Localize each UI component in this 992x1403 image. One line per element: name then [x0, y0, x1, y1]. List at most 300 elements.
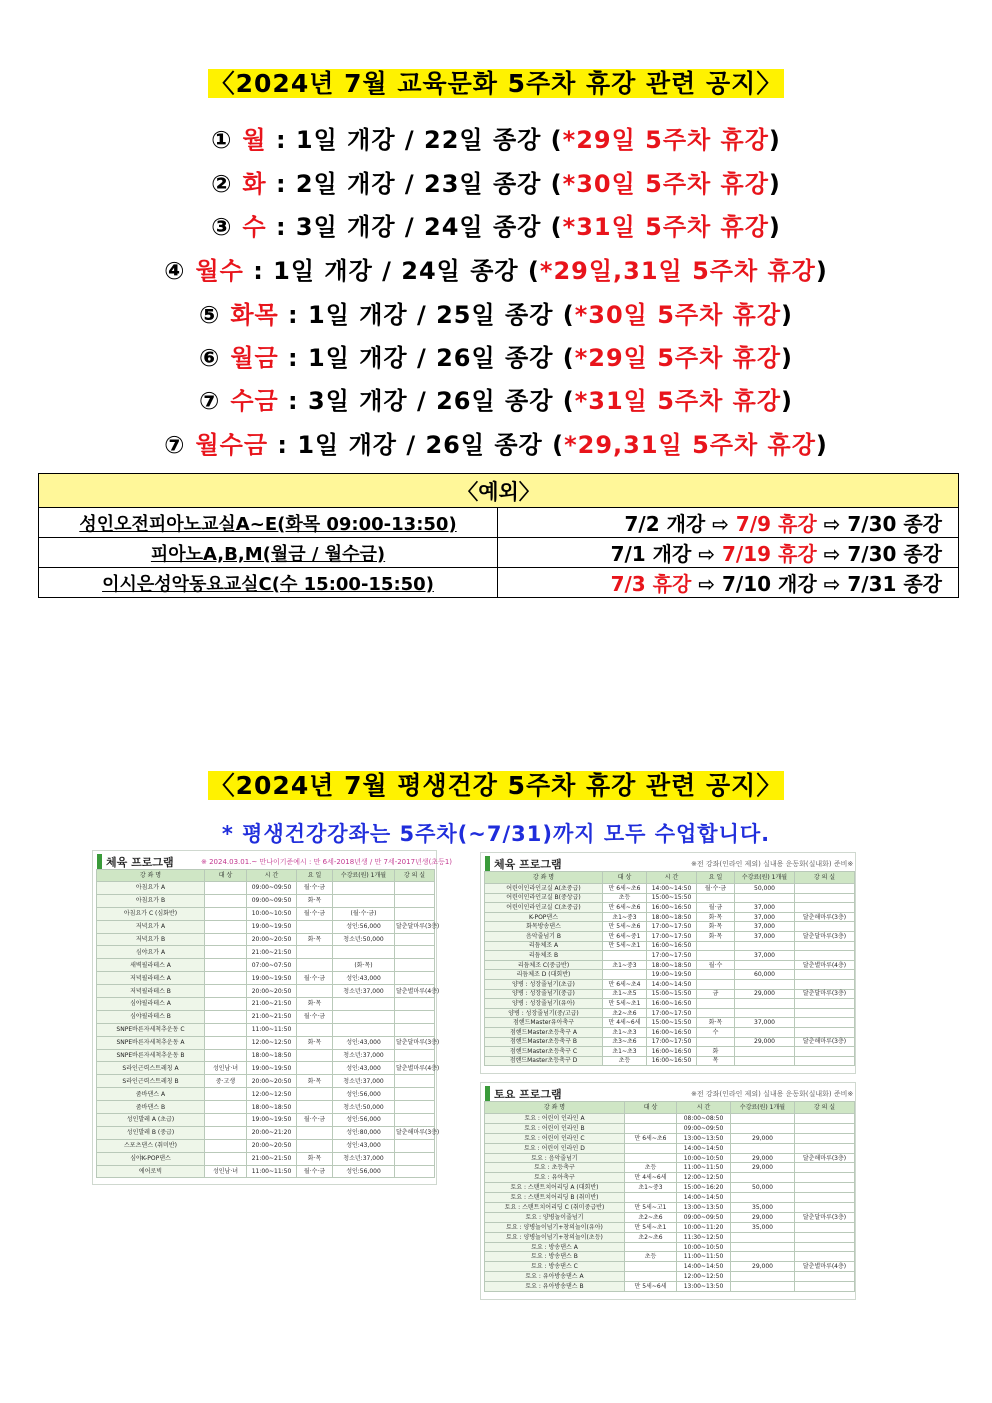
line-day: 화목 — [230, 301, 279, 329]
table-cell: 저녁요가 B — [97, 933, 205, 946]
line-day: 월금 — [230, 344, 279, 372]
table-cell — [395, 1088, 435, 1101]
table-cell — [795, 1272, 855, 1282]
table-row — [485, 1272, 855, 1282]
table-cell: 달춘별마루(4층) — [795, 960, 855, 970]
table-row — [485, 1183, 855, 1193]
table-cell — [395, 998, 435, 1011]
table-cell: 19:00~19:50 — [247, 920, 297, 933]
table-cell: 달춘해마루(3층) — [795, 1037, 855, 1047]
table-cell: 양병 : 성장줄넘기(유아) — [485, 999, 603, 1009]
table-row — [485, 1163, 855, 1173]
notice2-title: 〈2024년 7월 평생건강 5주차 휴강 관련 공지〉 — [209, 771, 783, 800]
exception-row — [39, 538, 959, 568]
table-cell: 12:00~12:50 — [247, 1088, 297, 1101]
table-cell: 월·수·금 — [297, 907, 333, 920]
line-close: ) — [781, 387, 793, 415]
table-cell: 달춘달마루(3층) — [795, 931, 855, 941]
table-row — [485, 903, 855, 913]
table-row — [485, 960, 855, 970]
table-cell: 어린이인라인교실 B(중상급) — [485, 893, 603, 903]
table-cell: 초2~초6 — [625, 1212, 677, 1222]
exception-row — [39, 508, 959, 538]
table-cell — [795, 1232, 855, 1242]
table-cell: 17:00~17:50 — [647, 931, 697, 941]
schedule-step: 7/3 휴강 — [610, 572, 692, 596]
table-cell: 화·목 — [697, 922, 735, 932]
table-cell — [795, 1143, 855, 1153]
line-close: ) — [768, 213, 781, 241]
table-cell: 09:00~09:50 — [677, 1212, 731, 1222]
line-holiday: *31일 5주차 휴강 — [574, 387, 782, 415]
table-cell: 09:00~09:50 — [247, 894, 297, 907]
grid-header-cell: 요 일 — [697, 872, 735, 884]
table-cell: 초2~초6 — [625, 1232, 677, 1242]
table-cell — [731, 1242, 795, 1252]
line-close: ) — [768, 126, 781, 154]
table-cell — [297, 1101, 333, 1114]
table-cell: 만 6세~초6 — [625, 1133, 677, 1143]
table-row — [485, 1047, 855, 1057]
table-row — [485, 1262, 855, 1272]
table-cell: 월·수 — [697, 960, 735, 970]
table-cell: 14:00~14:50 — [677, 1143, 731, 1153]
table-cell — [205, 985, 247, 998]
table-cell: 37,000 — [735, 1018, 795, 1028]
sheet-note: ※전 강좌(인라인 제외) 실내용 운동화(실내화) 준비※ — [691, 1090, 854, 1098]
table-cell — [795, 970, 855, 980]
grid-header-cell: 대 상 — [603, 872, 647, 884]
table-cell: 성인:56,000 — [333, 1165, 395, 1178]
line-text: : 1일 개강 / 26일 종강 ( — [278, 344, 575, 372]
line-holiday: *31일 5주차 휴강 — [562, 213, 769, 241]
table-row — [97, 1023, 435, 1036]
table-cell — [205, 1139, 247, 1152]
table-cell: 11:30~12:50 — [677, 1232, 731, 1242]
table-row — [485, 1008, 855, 1018]
arrow-icon: ⇨ — [816, 542, 848, 566]
table-cell: 토요 : 양병놀이넘기+창의놀이(초등) — [485, 1232, 625, 1242]
table-row — [97, 1126, 435, 1139]
schedule-line — [0, 425, 992, 460]
table-cell: 08:00~08:50 — [677, 1114, 731, 1124]
table-cell: 11:00~11:50 — [677, 1252, 731, 1262]
table-cell — [795, 1027, 855, 1037]
table-row — [97, 1139, 435, 1152]
table-cell: 달춘해마루(3층) — [395, 1126, 435, 1139]
table-cell: 18:00~18:50 — [647, 912, 697, 922]
table-cell: 저녁요가 A — [97, 920, 205, 933]
table-cell — [731, 1282, 795, 1292]
table-row — [97, 1049, 435, 1062]
table-cell: 14:00~14:50 — [677, 1262, 731, 1272]
table-cell: 토요 : 초등축구 — [485, 1163, 625, 1173]
table-cell — [697, 999, 735, 1009]
table-cell: 토요 : 어린이 인라인 C — [485, 1133, 625, 1143]
table-cell: 줌바댄스 B — [97, 1101, 205, 1114]
table-cell: 18:00~18:50 — [247, 1101, 297, 1114]
table-cell: (월·수·금) — [333, 907, 395, 920]
table-cell — [795, 884, 855, 894]
table-row — [485, 1242, 855, 1252]
table-cell — [205, 882, 247, 895]
exception-row — [39, 568, 959, 598]
table-cell — [395, 1010, 435, 1023]
table-cell: 12:00~12:50 — [677, 1173, 731, 1183]
table-cell: 16:00~16:50 — [647, 903, 697, 913]
table-row — [97, 1062, 435, 1075]
table-cell — [795, 903, 855, 913]
table-cell — [395, 972, 435, 985]
line-num: ① — [211, 126, 233, 154]
notice2-message: * 평생건강강좌는 5주차(~7/31)까지 모두 수업합니다. — [221, 822, 771, 846]
table-cell: 성인남·녀 — [205, 1165, 247, 1178]
line-num: ④ — [164, 257, 186, 285]
table-row — [97, 1152, 435, 1165]
table-cell — [795, 1183, 855, 1193]
table-cell — [697, 951, 735, 961]
table-cell — [731, 1143, 795, 1153]
table-cell: 화·목 — [297, 1075, 333, 1088]
saturday-program-sheet — [480, 1082, 856, 1300]
table-row — [485, 1037, 855, 1047]
table-cell: 초1~중3 — [625, 1183, 677, 1193]
table-cell: 새벽필라테스 A — [97, 959, 205, 972]
kids-program-sheet — [480, 852, 856, 1074]
table-cell — [735, 1047, 795, 1057]
schedule-line — [0, 251, 992, 286]
line-holiday: *29일 5주차 휴강 — [562, 126, 769, 154]
table-cell: 심야필라테스 A — [97, 998, 205, 1011]
table-cell — [205, 933, 247, 946]
line-day: 수 — [242, 213, 267, 241]
table-row — [485, 1143, 855, 1153]
table-cell: 청소년:37,000 — [333, 985, 395, 998]
table-cell: 만 6세~초6 — [603, 903, 647, 913]
line-close: ) — [781, 301, 793, 329]
table-cell: 달춘해마루(3층) — [795, 1153, 855, 1163]
table-cell — [395, 1152, 435, 1165]
exception-schedule — [498, 538, 959, 568]
line-close: ) — [781, 344, 793, 372]
table-cell: 21:00~21:50 — [247, 1152, 297, 1165]
table-cell — [735, 1027, 795, 1037]
table-cell: 20:00~20:50 — [247, 985, 297, 998]
table-cell: 29,000 — [731, 1262, 795, 1272]
table-cell: 초등 — [603, 1056, 647, 1066]
table-cell — [795, 1252, 855, 1262]
table-cell — [333, 882, 395, 895]
table-cell — [795, 1173, 855, 1183]
table-cell: 11:00~11:50 — [247, 1165, 297, 1178]
table-row — [485, 1252, 855, 1262]
table-cell — [205, 998, 247, 1011]
table-cell — [625, 1153, 677, 1163]
line-holiday: *30일 5주차 휴강 — [574, 301, 782, 329]
table-cell: 어린이인라인교실 C(초중급) — [485, 903, 603, 913]
table-cell — [205, 959, 247, 972]
table-cell: 초등 — [625, 1252, 677, 1262]
table-cell — [603, 951, 647, 961]
table-cell: 만 5세~6세 — [625, 1282, 677, 1292]
table-cell: 29,000 — [731, 1133, 795, 1143]
table-cell — [297, 920, 333, 933]
table-cell: 21:00~21:50 — [247, 946, 297, 959]
table-cell: 아침요가 C (심화반) — [97, 907, 205, 920]
table-cell: 만 5세~고1 — [625, 1203, 677, 1213]
grid-header-cell: 수강료(원) 1개월 — [731, 1102, 795, 1114]
table-cell: 어린이인라인교실 A(초중급) — [485, 884, 603, 894]
table-row — [485, 884, 855, 894]
table-cell — [205, 907, 247, 920]
table-cell: 점핸드Master초등축구 B — [485, 1037, 603, 1047]
table-row — [485, 1173, 855, 1183]
sheet-title: 토요 프로그램 — [485, 1086, 562, 1102]
line-text: : 1일 개강 / 24일 종강 ( — [243, 257, 540, 285]
line-text: : 3일 개강 / 26일 종강 ( — [278, 387, 575, 415]
table-row — [97, 1101, 435, 1114]
line-day: 월 — [242, 126, 267, 154]
table-cell — [731, 1193, 795, 1203]
table-row — [485, 979, 855, 989]
table-row — [485, 1232, 855, 1242]
table-cell: 양병 : 성장줄넘기(중/고급) — [485, 1008, 603, 1018]
table-row — [485, 970, 855, 980]
table-cell: 저녁필라테스 A — [97, 972, 205, 985]
table-cell — [795, 1123, 855, 1133]
table-cell: 토요 : 유아방송댄스 B — [485, 1282, 625, 1292]
line-num: ③ — [211, 213, 233, 241]
line-close: ) — [768, 170, 781, 198]
table-cell: (화·목) — [333, 959, 395, 972]
table-cell: 29,000 — [735, 989, 795, 999]
table-cell: 성인발레 A (초급) — [97, 1114, 205, 1127]
table-cell — [731, 1272, 795, 1282]
table-cell: 달춘별마루(4층) — [795, 1262, 855, 1272]
table-cell: 줌바댄스 A — [97, 1088, 205, 1101]
table-cell — [735, 1008, 795, 1018]
table-cell: 초등 — [603, 893, 647, 903]
table-cell: 16:00~16:50 — [647, 941, 697, 951]
table-cell: 37,000 — [735, 931, 795, 941]
table-cell: 만 6세~초6 — [603, 884, 647, 894]
exception-schedule — [498, 568, 959, 598]
table-cell: 초1~중3 — [603, 912, 647, 922]
sheet-title: 체육 프로그램 — [97, 854, 174, 870]
table-cell: 35,000 — [731, 1203, 795, 1213]
table-cell: 37,000 — [735, 951, 795, 961]
table-cell: 만 6세~초4 — [603, 979, 647, 989]
exceptions-header: 〈예외〉 — [39, 474, 959, 508]
table-row — [97, 998, 435, 1011]
table-cell — [297, 985, 333, 998]
grid-header-cell: 수강료(원) 1개월 — [735, 872, 795, 884]
table-cell — [205, 920, 247, 933]
table-cell: 월·수·금 — [297, 1114, 333, 1127]
table-cell: 리듬체조 A — [485, 941, 603, 951]
table-cell: 29,000 — [731, 1212, 795, 1222]
line-close: ) — [815, 257, 828, 285]
table-row — [485, 1153, 855, 1163]
table-cell — [297, 1049, 333, 1062]
table-cell: 29,000 — [735, 1037, 795, 1047]
table-cell: 토요 : 스탠트치어리딩 B (취미반) — [485, 1193, 625, 1203]
table-cell: 29,000 — [731, 1153, 795, 1163]
table-cell: 달춘달마루(3층) — [395, 1036, 435, 1049]
table-cell: 월·수·금 — [697, 884, 735, 894]
table-cell: 화·목 — [297, 998, 333, 1011]
grid-header-row — [485, 1102, 855, 1114]
table-row — [485, 941, 855, 951]
table-cell — [735, 893, 795, 903]
adult-program-table — [96, 869, 440, 1178]
table-cell: S라인근력스트레칭 A — [97, 1062, 205, 1075]
table-cell: 12:00~12:50 — [677, 1272, 731, 1282]
table-cell: 17:00~17:50 — [647, 1037, 697, 1047]
table-row — [97, 894, 435, 907]
table-cell: 화·목 — [297, 1152, 333, 1165]
table-cell: 음악줄넘기 B — [485, 931, 603, 941]
table-cell: 만 4세~6세 — [603, 1018, 647, 1028]
table-cell — [795, 1018, 855, 1028]
table-cell — [205, 946, 247, 959]
table-cell: 성인:56,000 — [333, 1114, 395, 1127]
line-day: 월수금 — [195, 431, 269, 459]
grid-header-cell: 수강료(원) 1개월 — [333, 870, 395, 882]
table-cell — [603, 970, 647, 980]
grid-header-cell: 강 좌 명 — [485, 872, 603, 884]
table-cell: 17:00~17:50 — [647, 1008, 697, 1018]
table-cell: 29,000 — [731, 1163, 795, 1173]
table-cell — [697, 1037, 735, 1047]
table-row — [97, 985, 435, 998]
line-num: ⑦ — [164, 431, 186, 459]
table-row — [97, 1088, 435, 1101]
table-cell — [395, 946, 435, 959]
line-holiday: *29,31일 5주차 휴강 — [564, 431, 816, 459]
table-cell — [297, 946, 333, 959]
table-cell: 12:00~12:50 — [247, 1036, 297, 1049]
table-cell: 청소년:50,000 — [333, 1101, 395, 1114]
table-cell — [731, 1232, 795, 1242]
table-cell: S라인근력스트레칭 B — [97, 1075, 205, 1088]
table-cell: 토요 : 어린이 인라인 D — [485, 1143, 625, 1153]
table-cell — [333, 946, 395, 959]
table-cell — [205, 1101, 247, 1114]
table-cell: 10:00~10:50 — [677, 1242, 731, 1252]
line-num: ② — [211, 170, 233, 198]
table-cell: K-POP댄스 — [485, 912, 603, 922]
table-cell — [395, 882, 435, 895]
table-cell: 심야필라테스 B — [97, 1010, 205, 1023]
table-row — [97, 1036, 435, 1049]
table-row — [97, 907, 435, 920]
arrow-icon: ⇨ — [691, 572, 722, 596]
table-cell: 20:00~20:50 — [247, 1075, 297, 1088]
grid-header-row — [97, 870, 435, 882]
table-cell — [205, 894, 247, 907]
grid-header-cell: 시 간 — [677, 1102, 731, 1114]
line-text: : 3일 개강 / 24일 종강 ( — [266, 213, 563, 241]
line-holiday: *30일 5주차 휴강 — [562, 170, 769, 198]
table-row — [485, 1203, 855, 1213]
schedule-line — [0, 295, 992, 330]
line-day: 화 — [242, 170, 267, 198]
table-cell: 심야요가 A — [97, 946, 205, 959]
grid-header-cell: 강 의 실 — [795, 872, 855, 884]
table-cell: 성인:43,000 — [333, 972, 395, 985]
table-row — [97, 959, 435, 972]
line-holiday: *29일,31일 5주차 휴강 — [539, 257, 816, 285]
table-cell: 10:00~10:50 — [677, 1153, 731, 1163]
table-cell: 14:00~14:50 — [647, 979, 697, 989]
table-cell: 중·고생 — [205, 1075, 247, 1088]
table-cell — [297, 1088, 333, 1101]
table-cell: 13:00~13:50 — [677, 1282, 731, 1292]
table-cell: 화·목 — [297, 1036, 333, 1049]
table-cell: 저녁필라테스 B — [97, 985, 205, 998]
table-cell — [297, 1062, 333, 1075]
table-cell — [697, 1008, 735, 1018]
table-cell: 달춘별마루(4층) — [395, 985, 435, 998]
table-cell: 성인남·녀 — [205, 1062, 247, 1075]
table-cell — [205, 1088, 247, 1101]
table-cell — [795, 1163, 855, 1173]
line-text: : 2일 개강 / 23일 종강 ( — [266, 170, 563, 198]
table-cell: 11:00~11:50 — [247, 1023, 297, 1036]
table-row — [485, 922, 855, 932]
table-row — [97, 1010, 435, 1023]
table-cell: 20:00~21:20 — [247, 1126, 297, 1139]
table-row — [97, 882, 435, 895]
table-cell — [795, 1242, 855, 1252]
table-cell: 아침요가 A — [97, 882, 205, 895]
table-cell — [395, 1023, 435, 1036]
schedule-line — [0, 207, 992, 242]
table-cell — [697, 979, 735, 989]
exceptions-table — [38, 473, 959, 598]
exception-name: 성인오전피아노교실A~E(화목 09:00-13:50) — [39, 508, 498, 538]
grid-header-cell: 시 간 — [647, 872, 697, 884]
table-cell — [395, 1101, 435, 1114]
line-text: : 1일 개강 / 25일 종강 ( — [278, 301, 575, 329]
table-cell — [395, 1139, 435, 1152]
table-cell: 화·목 — [697, 912, 735, 922]
table-cell: 토요 : 양병놀이줄넘기 — [485, 1212, 625, 1222]
grid-header-cell: 시 간 — [247, 870, 297, 882]
table-cell: 월·수·금 — [297, 972, 333, 985]
table-cell: 양병 : 성장줄넘기(초급) — [485, 979, 603, 989]
table-cell: 청소년:37,000 — [333, 1049, 395, 1062]
table-cell: 초2~초6 — [603, 1008, 647, 1018]
table-cell: 월·수·금 — [297, 1165, 333, 1178]
table-cell: 화·목 — [297, 894, 333, 907]
table-cell: 리듬체조 C(중급반) — [485, 960, 603, 970]
table-cell: 화목방송댄스 — [485, 922, 603, 932]
table-cell: 월·수·금 — [297, 882, 333, 895]
table-cell: 화·목 — [697, 1018, 735, 1028]
table-cell: 성인:43,000 — [333, 1036, 395, 1049]
arrow-icon: ⇨ — [705, 512, 736, 536]
table-row — [485, 1123, 855, 1133]
table-row — [485, 951, 855, 961]
table-cell — [205, 1152, 247, 1165]
table-cell — [333, 1023, 395, 1036]
arrow-icon: ⇨ — [816, 512, 848, 536]
table-cell: 10:00~10:50 — [247, 907, 297, 920]
table-cell: 달춘달마루(3층) — [395, 920, 435, 933]
table-cell — [297, 1126, 333, 1139]
